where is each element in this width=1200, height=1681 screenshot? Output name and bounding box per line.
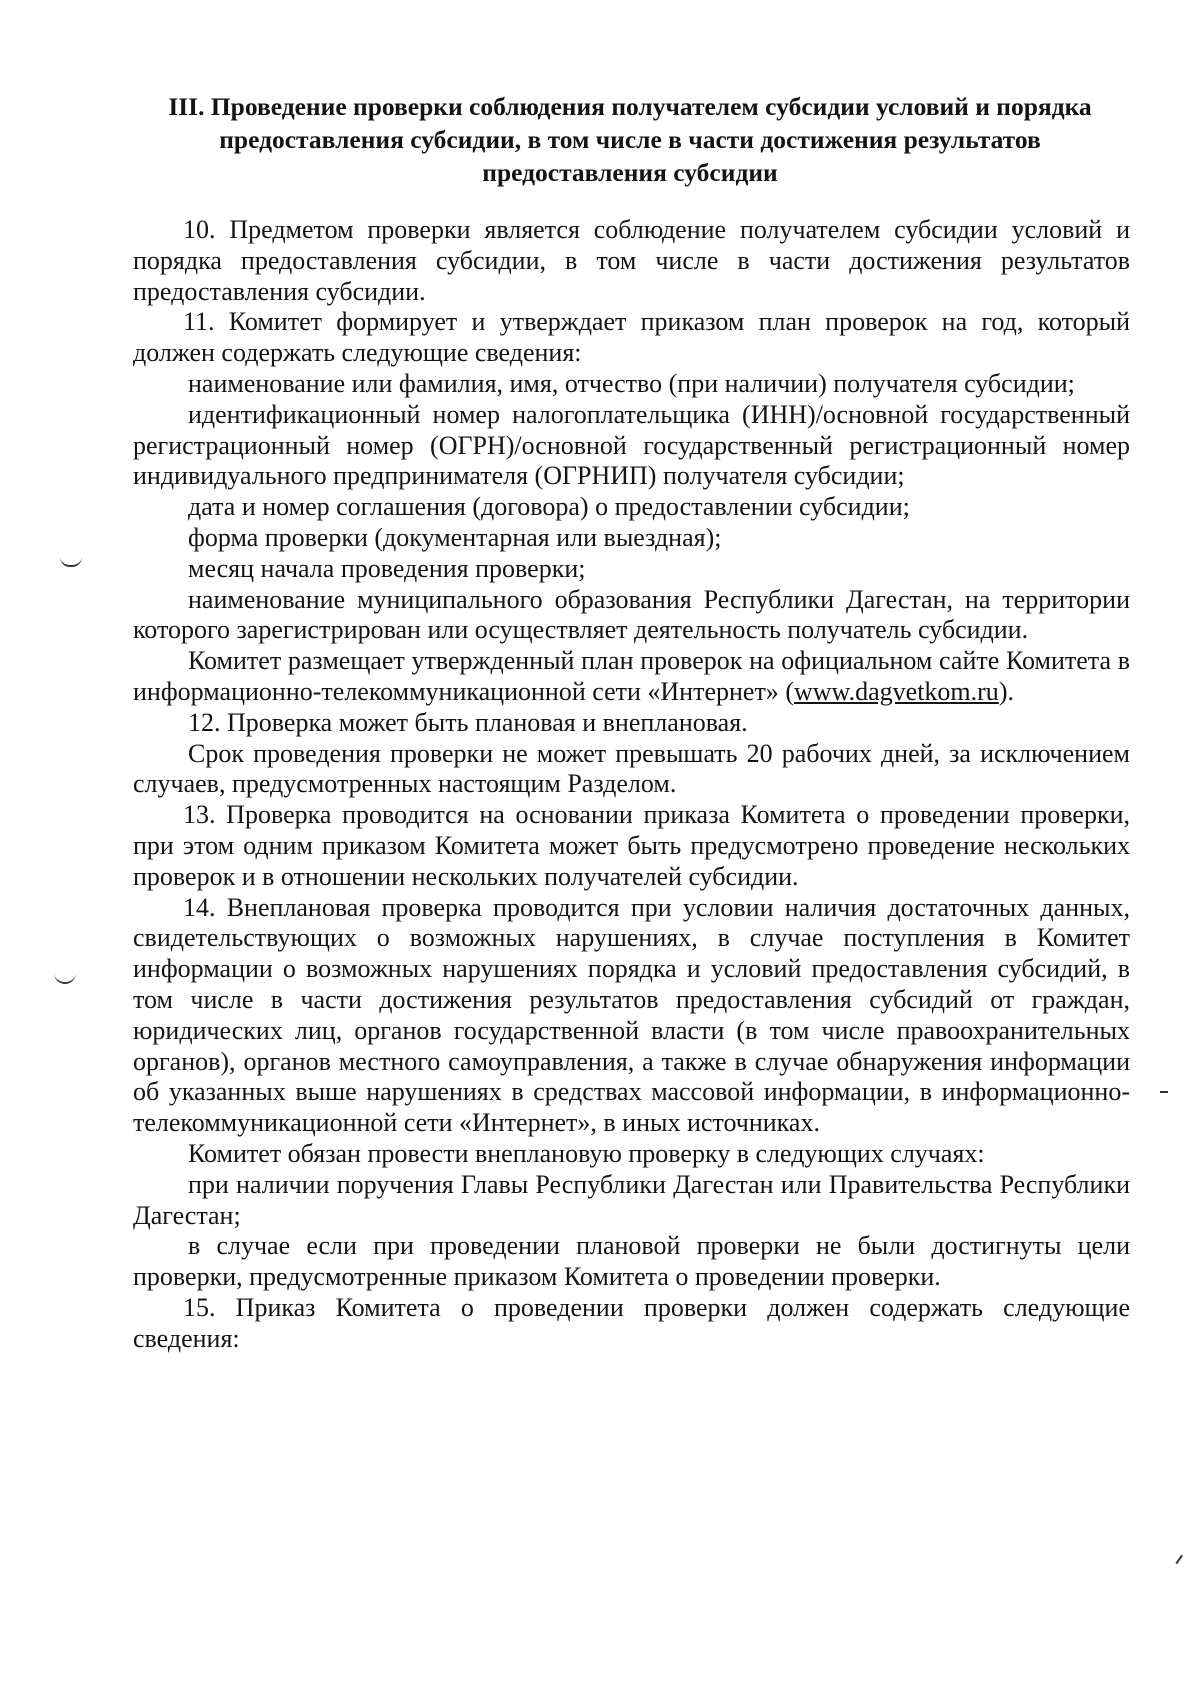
list-item-month: месяц начала проведения проверки;	[188, 553, 586, 583]
website-open-paren: (	[785, 676, 794, 706]
scan-mark-left-1	[60, 557, 82, 567]
website-close-paren: ).	[998, 676, 1014, 706]
paragraph-13: 13. Проверка проводится на основании приказа Комитета о проведении проверки, при этом одним приказом Комитета может быть предусмотрено проведение нескольких проверок и в отношении нескольких получателей субсидии.	[133, 800, 1130, 891]
paragraph-obliged: Комитет обязан провести внеплановую проверку в следующих случаях:	[188, 1138, 985, 1168]
list-item-form: форма проверки (документарная или выездная);	[188, 522, 722, 552]
website-link[interactable]: www.dagvetkom.ru	[793, 676, 999, 706]
paragraph-11: 11. Комитет формирует и утверждает приказом план проверок на год, который должен содержать следующие сведения:	[133, 307, 1130, 368]
list-item-inn: идентификационный номер налогоплательщика (ИНН)/основной государственный регистрационный номер (ОГРН)/основной государственный регистрационный номер индивидуального предпринимателя (ОГРНИП) получателя субсидии;	[133, 399, 1130, 491]
paragraph-14: 14. Внеплановая проверка проводится при условии наличия достаточных данных, свидетельствующих о возможных нарушениях, в случае поступления в Комитет информации о возможных нарушениях порядка и условий предоставления субсидий, в том числе в части достижения результатов предоставления субсидий от граждан, юридических лиц, органов государственной власти (в том числе правоохранительных органов), органов местного самоуправления, а также в случае обнаружения информации об указанных выше нарушениях в средствах массовой информации, в информационно-телекоммуникационной сети «Интернет», в иных источниках.	[133, 892, 1130, 1138]
publication-text: Комитет размещает утвержденный план проверок на официальном сайте Комитета в информационно-телекоммуникационной сети «Интернет»	[133, 646, 1130, 706]
list-item-municipality: наименование муниципального образования Республики Дагестан, на территории которого зарегистрирован или осуществляет деятельность получатель субсидии.	[133, 584, 1130, 645]
paragraph-12: 12. Проверка может быть плановая и внеплановая.	[188, 707, 748, 737]
section-title: III. Проведение проверки соблюдения получателем субсидии условий и порядка предоставления субсидии, в том числе в части достижения результатов предоставления субсидии	[168, 92, 1092, 187]
document-body	[133, 215, 1130, 1354]
paragraph-10: 10. Предметом проверки является соблюдение получателем субсидии условий и порядка предоставления субсидии, в том числе в части достижения результатов предоставления субсидии.	[133, 215, 1130, 306]
list-item-name: наименование или фамилия, имя, отчество (при наличии) получателя субсидии;	[188, 368, 1075, 398]
list-item-agreement: дата и номер соглашения (договора) о предоставлении субсидии;	[188, 492, 910, 522]
list-item-instruction: при наличии поручения Главы Республики Дагестан или Правительства Республики Дагестан;	[133, 1169, 1130, 1230]
scan-mark-left-2	[54, 972, 76, 984]
paragraph-publication	[133, 646, 1130, 708]
paragraph-15: 15. Приказ Комитета о проведении проверки должен содержать следующие сведения:	[133, 1292, 1130, 1353]
list-item-goals: в случае если при проведении плановой проверки не были достигнуты цели проверки, предусмотренные приказом Комитета о проведении проверки.	[133, 1231, 1130, 1292]
scan-mark-corner	[1175, 1555, 1184, 1565]
scan-mark-right	[1160, 1091, 1168, 1093]
paragraph-term: Срок проведения проверки не может превышать 20 рабочих дней, за исключением случаев, предусмотренных настоящим Разделом.	[133, 738, 1130, 799]
